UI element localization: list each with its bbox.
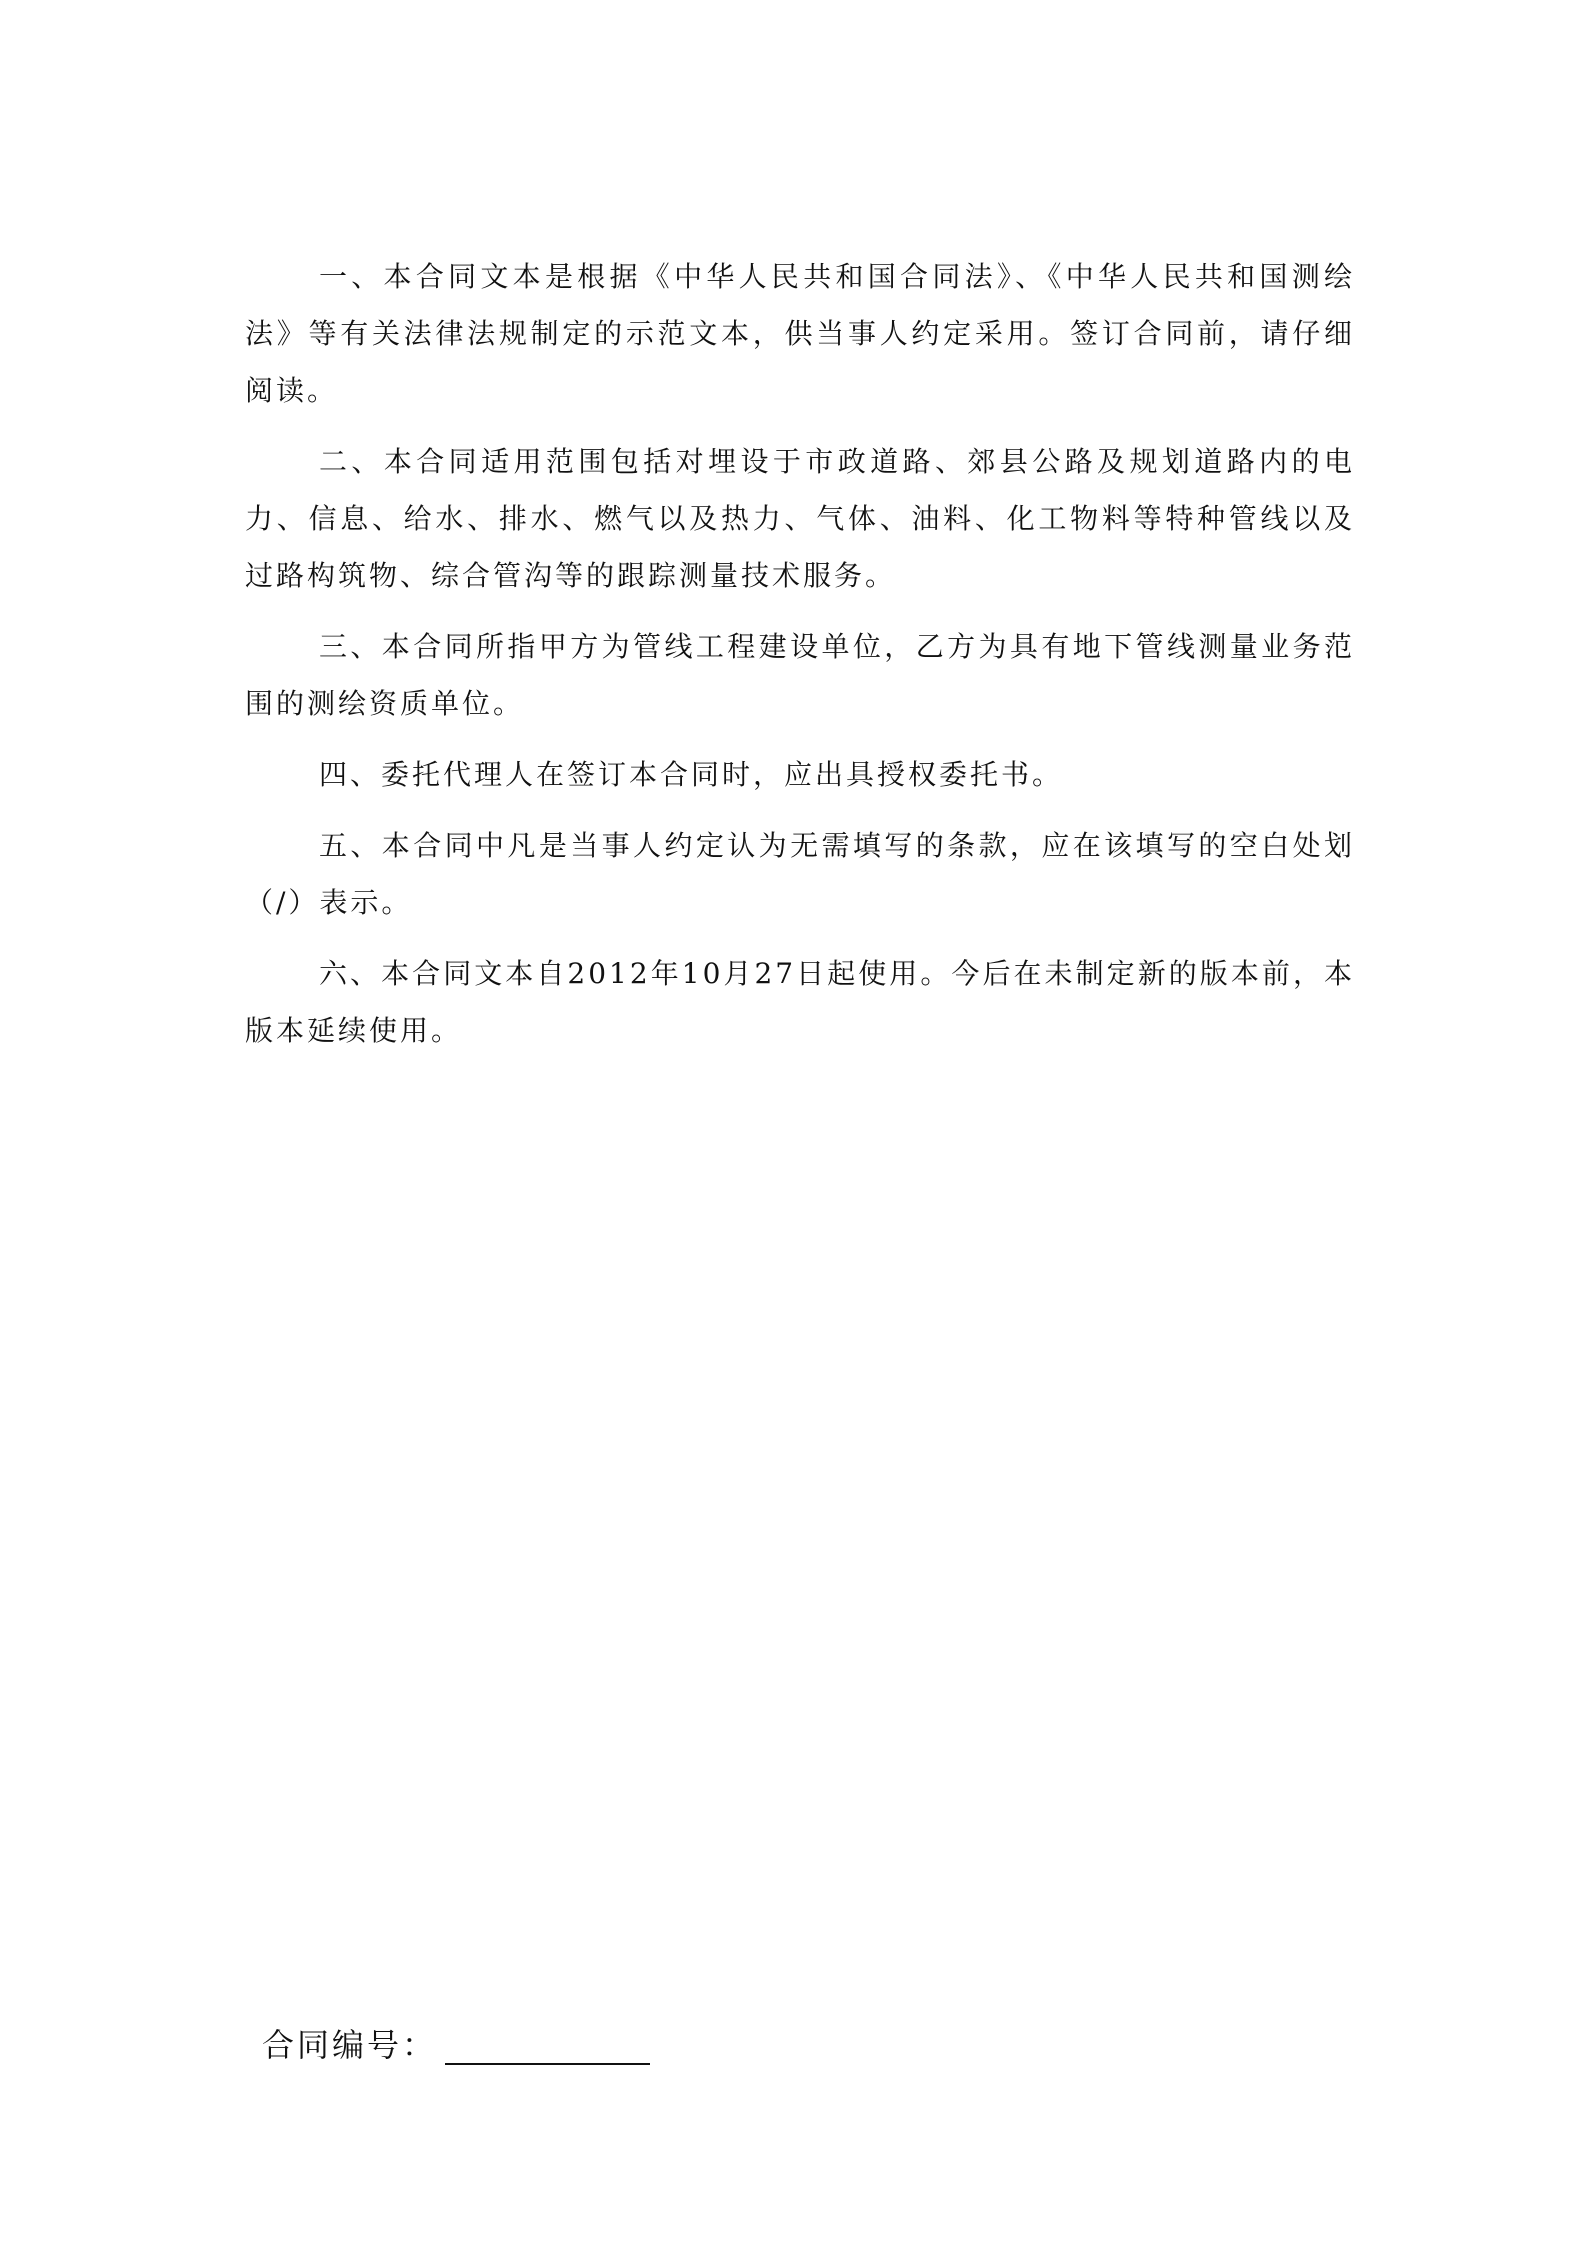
instruction-item-5: 五、本合同中凡是当事人约定认为无需填写的条款，应在该填写的空白处划（/）表示。 [245,829,1355,919]
instruction-item-2: 二、本合同适用范围包括对埋设于市政道路、郊县公路及规划道路内的电力、信息、给水、排水、燃气以及热力、气体、油料、化工物料等特种管线以及过路构筑物、综合管沟等的跟踪测量技术服务。 [245,445,1355,592]
contract-number-row [262,2005,650,2065]
instruction-item-4: 四、委托代理人在签订本合同时，应出具授权委托书。 [319,758,1064,791]
instruction-item-3: 三、本合同所指甲方为管线工程建设单位，乙方为具有地下管线测量业务范围的测绘资质单位。 [245,630,1355,720]
instruction-item-6: 六、本合同文本自2012年10月27日起使用。今后在未制定新的版本前，本版本延续使用。 [245,957,1355,1047]
instructions-section [245,248,1355,1073]
contract-number-field[interactable] [445,2023,650,2065]
contract-number-label: 合同编号： [262,2026,438,2064]
instruction-item-1: 一、本合同文本是根据《中华人民共和国合同法》、《中华人民共和国测绘法》等有关法律法规制定的示范文本，供当事人约定采用。签订合同前，请仔细阅读。 [245,260,1355,407]
